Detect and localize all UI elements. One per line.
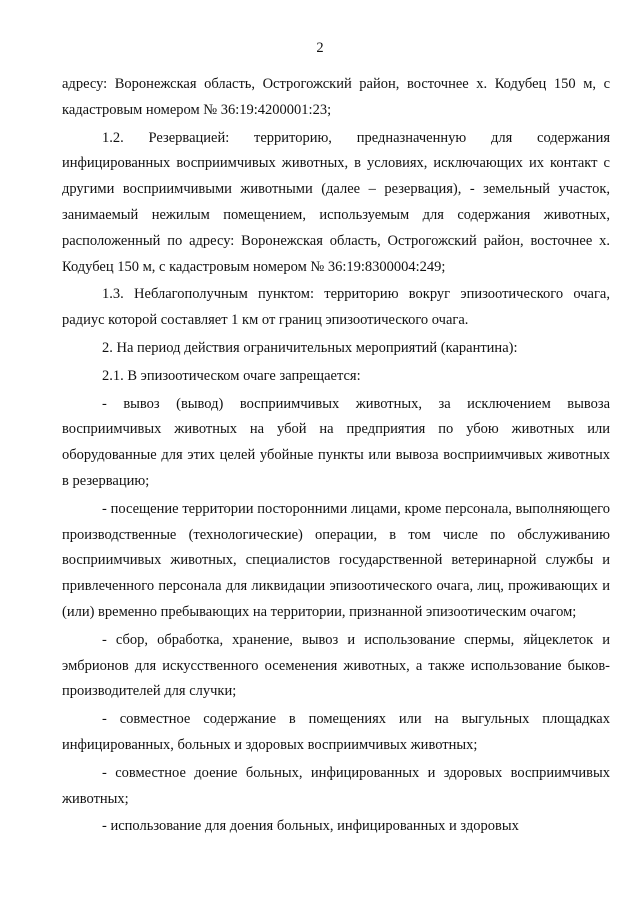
paragraph-2-quarantine-period: 2. На период действия ограничительных мероприятий (карантина): xyxy=(102,339,518,356)
list-item-sperm-embryos: - сбор, обработка, хранение, вывоз и использование спермы, яйцеклеток и эмбрионов для искусственного осеменения животных, а также использование быков-производителей для случки; xyxy=(62,631,610,700)
list-item-milking-equipment: - использование для доения больных, инфицированных и здоровых xyxy=(102,818,519,835)
paragraph-1-3-unfavorable-point: 1.3. Неблагополучным пунктом: территорию вокруг эпизоотического очага, радиус которой составляет 1 км от границ эпизоотического очага. xyxy=(62,286,610,329)
paragraph-2-1-prohibited: 2.1. В эпизоотическом очаге запрещается: xyxy=(102,367,361,384)
list-item-joint-keeping: - совместное содержание в помещениях или на выгульных площадках инфицированных, больных и здоровых восприимчивых животных; xyxy=(62,711,610,753)
list-item-joint-milking: - совместное доение больных, инфицированных и здоровых восприимчивых животных; xyxy=(62,764,610,807)
list-item-export-animals: - вывоз (вывод) восприимчивых животных, за исключением вывоза восприимчивых животных на убой на предприятия по убою животных или оборудованные для этих целей убойные пункты или вывоза восприимчивых животных в резервацию; xyxy=(62,395,610,489)
paragraph-1-2-reservation: 1.2. Резервацией: территорию, предназначенную для содержания инфицированных восприимчивых животных, в условиях, исключающих их контакт с другими восприимчивыми животными (далее – резервация), - земельный участок, занимаемый нежилым помещением, используемым для содержания животных, расположенный по адресу: Воронежская область, Острогожский район, восточнее х. Кодубец 150 м, с кадастровым номером № 36:19:8300004:249; xyxy=(62,129,610,275)
list-item-visits: - посещение территории посторонними лицами, кроме персонала, выполняющего производственные (технологические) операции, в том числе по обслуживанию восприимчивых животных, специалистов государственной ветеринарной службы и привлеченного персонала для ликвидации эпизоотического очага, лиц, проживающих и (или) временно пребывающих на территории, признанной эпизоотическим очагом; xyxy=(62,500,610,620)
document-body xyxy=(62,72,610,840)
paragraph-address-continuation: адресу: Воронежская область, Острогожский район, восточнее х. Кодубец 150 м, с кадастровым номером № 36:19:4200001:23; xyxy=(62,76,610,118)
page-number: 2 xyxy=(316,40,324,56)
